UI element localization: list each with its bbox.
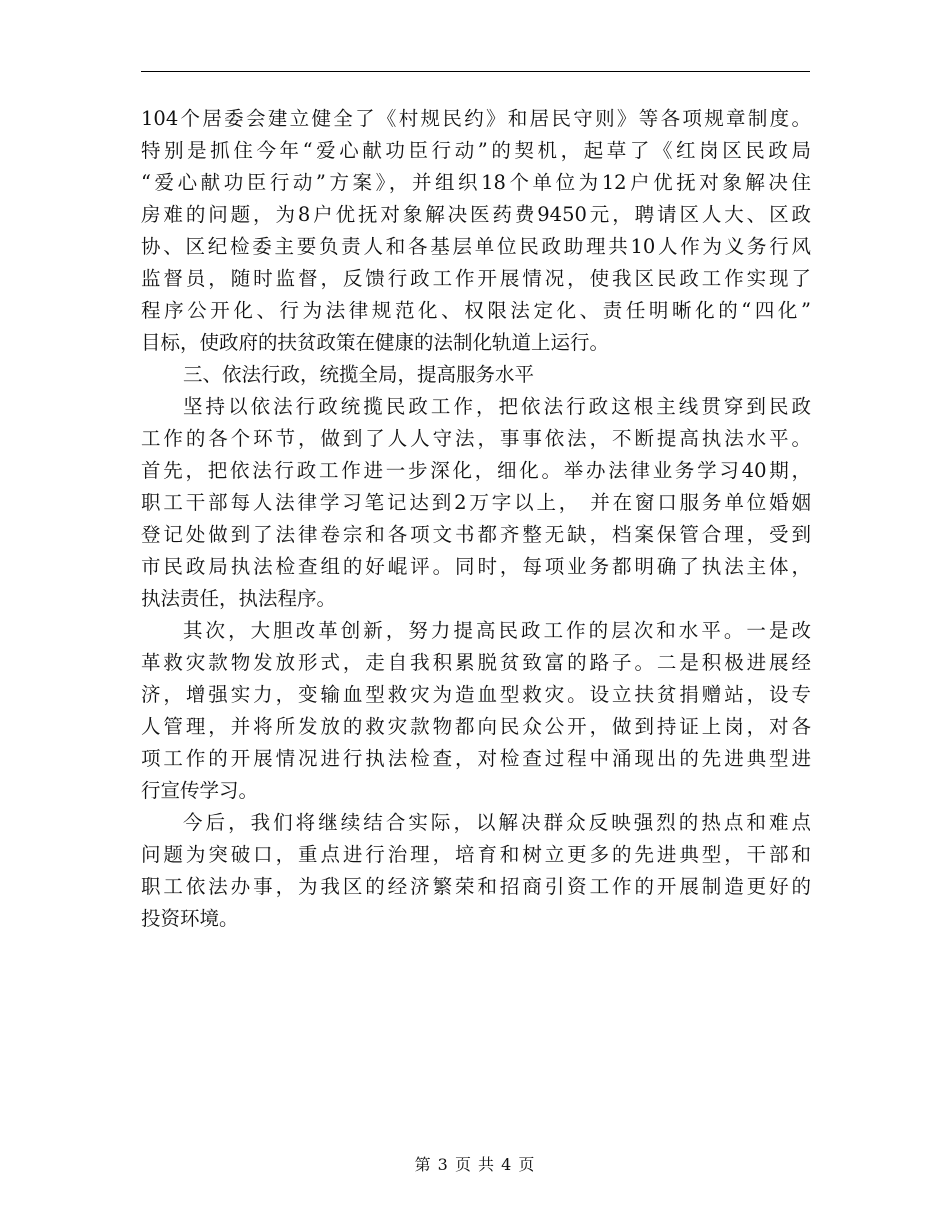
document-body [141,103,811,935]
body-line: “爱心献功臣行动”方案》，并组织18个单位为12户优抚对象解决住 [141,171,811,194]
body-line: 坚持以依法行政统揽民政工作，把依法行政这根主线贯穿到民政 [183,395,811,418]
body-line: 104个居委会建立健全了《村规民约》和居民守则》等各项规章制度。 [141,107,811,130]
body-line: 济，增强实力，变输血型救灾为造血型救灾。设立扶贫捐赠站，设专 [141,683,811,706]
body-line: 行宣传学习。 [141,779,259,802]
page-number: 第 3 页 共 4 页 [414,1155,536,1174]
body-line: 人管理，并将所发放的救灾款物都向民众公开，做到持证上岗，对各 [141,715,811,738]
body-line: 首先，把依法行政工作进一步深化，细化。举办法律业务学习40期， [141,459,811,482]
body-line: 目标，使政府的扶贫政策在健康的法制化轨道上运行。 [141,331,610,354]
body-line: 监督员，随时监督，反馈行政工作开展情况，使我区民政工作实现了 [141,267,811,290]
body-line: 工作的各个环节，做到了人人守法，事事依法，不断提高执法水平。 [141,427,811,450]
body-line: 其次，大胆改革创新，努力提高民政工作的层次和水平。一是改 [183,619,811,642]
body-line: 职工依法办事，为我区的经济繁荣和招商引资工作的开展制造更好的 [141,875,811,898]
body-line: 市民政局执法检查组的好崐评。同时，每项业务都明确了执法主体， [141,555,811,578]
body-line: 协、区纪检委主要负责人和各基层单位民政助理共10人作为义务行风 [141,235,811,258]
body-line: 项工作的开展情况进行执法检查，对检查过程中涌现出的先进典型进 [141,747,811,770]
body-line: 今后，我们将继续结合实际，以解决群众反映强烈的热点和难点 [183,811,811,834]
header-rule [141,71,810,72]
body-line: 房难的问题，为8户优抚对象解决医药费9450元，聘请区人大、区政 [141,203,811,226]
body-line: 职工干部每人法律学习笔记达到2万字以上， 并在窗口服务单位婚姻 [141,491,811,514]
body-line: 投资环境。 [141,907,239,930]
section-heading: 三、依法行政，统揽全局，提高服务水平 [183,363,535,386]
body-line: 登记处做到了法律卷宗和各项文书都齐整无缺，档案保管合理，受到 [141,523,811,546]
body-line: 特别是抓住今年“爱心献功臣行动”的契机，起草了《红岗区民政局 [141,139,811,162]
body-line: 革救灾款物发放形式，走自我积累脱贫致富的路子。二是积极进展经 [141,651,811,674]
body-line: 执法责任，执法程序。 [141,587,337,610]
body-line: 程序公开化、行为法律规范化、权限法定化、责任明晰化的“四化” [141,299,811,322]
body-line: 问题为突破口，重点进行治理，培育和树立更多的先进典型，干部和 [141,843,811,866]
